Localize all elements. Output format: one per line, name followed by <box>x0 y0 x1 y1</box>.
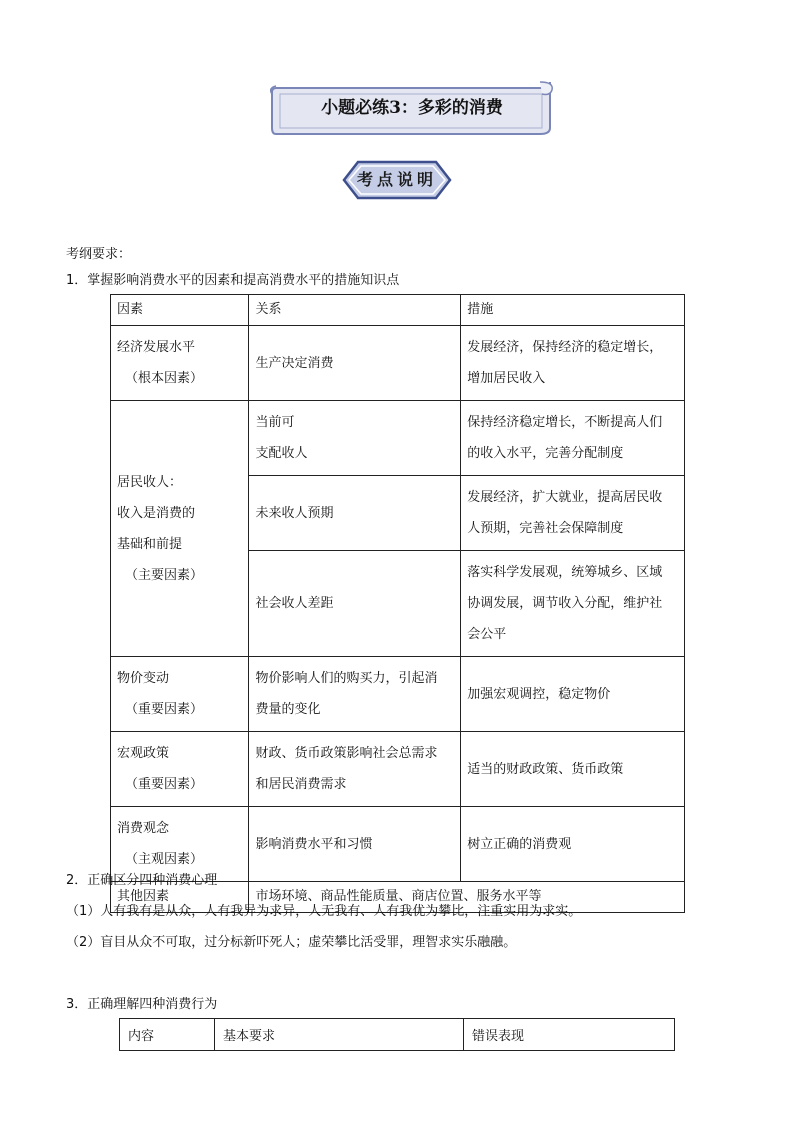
measure-line: 保持经济稳定增长，不断提高人们 <box>467 415 663 430</box>
badge-label: 考点说明 <box>356 170 437 189</box>
section-3-title: 3．正确理解四种消费行为 <box>66 997 218 1012</box>
measure-line: 的收入水平，完善分配制度 <box>467 446 624 461</box>
measure-line: 落实科学发展观，统筹城乡、区域 <box>467 565 663 580</box>
section-2-point-1: （1）人有我有是从众，人有我异为求异，人无我有、人有我优为攀比，注重实用为求实。 <box>66 904 582 919</box>
measure-line: 协调发展，调节收入分配，维护社 <box>467 596 663 611</box>
factor-cell <box>111 807 249 882</box>
header-factor: 因素 <box>111 295 249 326</box>
relation-cell: 生产决定消费 <box>249 326 461 401</box>
measure-cell: 适当的财政政策、货币政策 <box>461 732 685 807</box>
factor-cell <box>111 732 249 807</box>
measure-cell <box>461 326 685 401</box>
measure-line: 发展经济，扩大就业，提高居民收 <box>467 490 663 505</box>
factor-name: 宏观政策 <box>117 746 170 761</box>
factor-name: 经济发展水平 <box>117 340 196 355</box>
relation-cell: 影响消费水平和习惯 <box>249 807 461 882</box>
relation-line: 当前可 <box>255 415 295 430</box>
factor-cell <box>111 401 249 657</box>
table-row <box>111 807 685 882</box>
factor-type: （重要因素） <box>125 702 204 717</box>
item-1-title: 1．掌握影响消费水平的因素和提高消费水平的措施知识点 <box>66 273 400 288</box>
relation-line: 支配收人 <box>255 446 308 461</box>
measure-cell: 树立正确的消费观 <box>461 807 685 882</box>
factor-type: （主观因素） <box>125 852 204 867</box>
table-row <box>111 326 685 401</box>
table-header-row <box>120 1019 675 1051</box>
factor-name: 物价变动 <box>117 671 170 686</box>
factor-name: 居民收人： <box>117 474 183 490</box>
relation-line: 物价影响人们的购买力，引起消 <box>255 671 438 686</box>
relation-cell <box>249 401 461 476</box>
relation-line: 费量的变化 <box>255 702 321 717</box>
page-title: 小题必练3：多彩的消费 <box>321 98 503 118</box>
factors-table <box>110 294 685 913</box>
factor-type: （根本因素） <box>125 371 204 386</box>
factor-cell: 其他因素 <box>111 882 249 913</box>
relation-cell <box>249 732 461 807</box>
requirements-label: 考纲要求： <box>66 247 132 262</box>
relation-line: 和居民消费需求 <box>255 777 347 792</box>
relation-cell: 市场环境、商品性能质量、商店位置、服务水平等 <box>249 882 685 913</box>
table-row <box>111 401 685 476</box>
factor-cell <box>111 657 249 732</box>
measure-cell <box>461 551 685 657</box>
measure-cell <box>461 401 685 476</box>
factor-desc: 基础和前提 <box>117 536 183 552</box>
factor-desc: 收入是消费的 <box>117 505 196 521</box>
measure-cell: 加强宏观调控，稳定物价 <box>461 657 685 732</box>
measure-line: 会公平 <box>467 627 507 642</box>
measure-line: 增加居民收入 <box>467 371 546 386</box>
measure-line: 发展经济，保持经济的稳定增长， <box>467 340 663 355</box>
title-banner <box>270 80 554 136</box>
factor-type: （重要因素） <box>125 777 204 792</box>
header-measure: 措施 <box>461 295 685 326</box>
section-badge <box>342 160 452 200</box>
relation-cell: 社会收人差距 <box>249 551 461 657</box>
table-row <box>111 657 685 732</box>
factor-name: 消费观念 <box>117 821 170 836</box>
relation-line: 财政、货币政策影响社会总需求 <box>255 746 438 761</box>
behaviors-table <box>119 1018 675 1051</box>
factor-cell <box>111 326 249 401</box>
header-mistake: 错误表现 <box>464 1019 675 1051</box>
header-content: 内容 <box>120 1019 215 1051</box>
header-requirement: 基本要求 <box>215 1019 464 1051</box>
section-2-point-2: （2）盲目从众不可取，过分标新吓死人；虚荣攀比活受罪，理智求实乐融融。 <box>66 935 517 950</box>
relation-cell: 未来收人预期 <box>249 476 461 551</box>
section-2-title: 2．正确区分四种消费心理 <box>66 873 218 888</box>
measure-cell <box>461 476 685 551</box>
header-relation: 关系 <box>249 295 461 326</box>
measure-line: 人预期，完善社会保障制度 <box>467 521 624 536</box>
table-header-row <box>111 295 685 326</box>
factor-type: （主要因素） <box>125 567 204 583</box>
table-row <box>111 732 685 807</box>
relation-cell <box>249 657 461 732</box>
